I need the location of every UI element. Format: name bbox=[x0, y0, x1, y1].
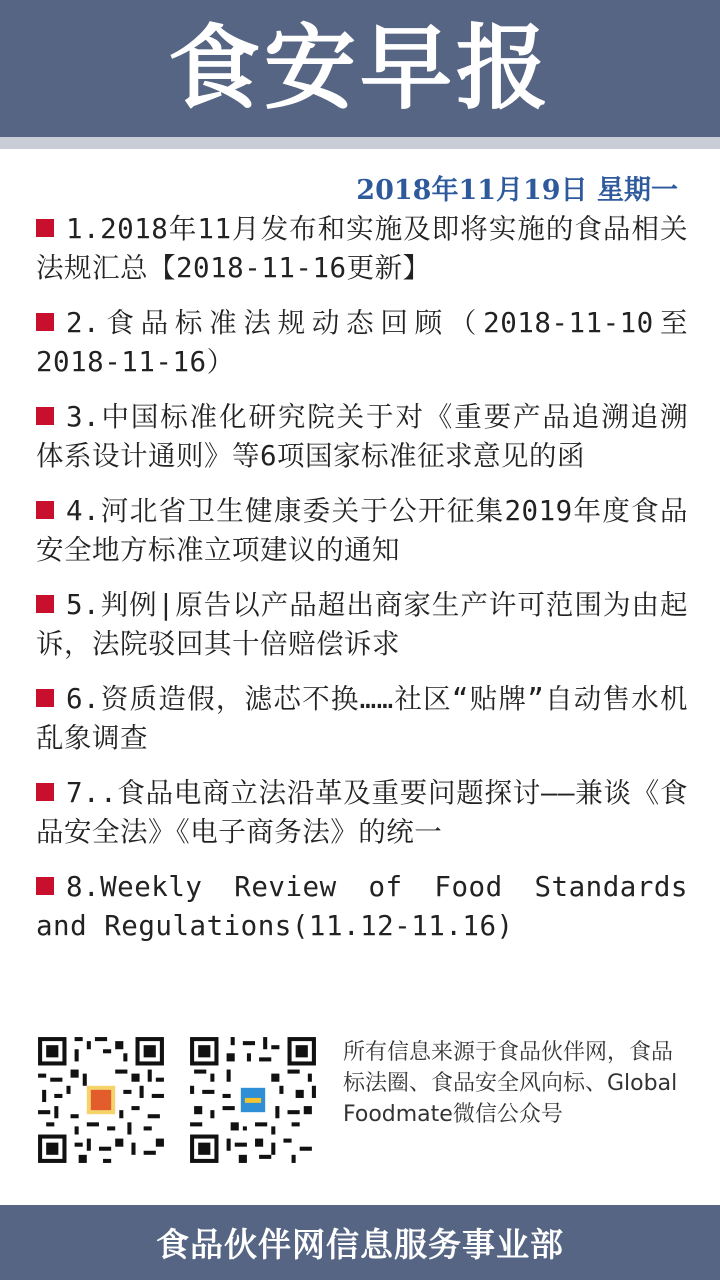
qr-code-biaofaquan[interactable] bbox=[34, 1033, 168, 1167]
news-item[interactable] bbox=[36, 492, 688, 570]
header-stripe bbox=[0, 137, 720, 149]
date-label: 2018年11月19日 星期一 bbox=[356, 175, 678, 206]
news-item[interactable] bbox=[36, 680, 688, 758]
news-item[interactable] bbox=[36, 586, 688, 664]
qr-code-foodmate[interactable] bbox=[186, 1033, 320, 1167]
source-note: 所有信息来源于食品伙伴网，食品标法圈、食品安全风向标、Global Foodmate微信公众号 bbox=[343, 1040, 678, 1127]
news-item-text: 2.食品标准法规动态回顾（2018-11-10至2018-11-16） bbox=[36, 307, 688, 378]
news-item-text: 6.资质造假，滤芯不换……社区“贴牌”自动售水机乱象调查 bbox=[36, 683, 688, 754]
footer-title: 食品伙伴网信息服务事业部 bbox=[156, 1225, 564, 1264]
bullet-icon bbox=[36, 501, 54, 519]
news-item[interactable] bbox=[36, 868, 688, 946]
qr-code-icon bbox=[34, 1033, 168, 1167]
news-item[interactable] bbox=[36, 210, 688, 288]
footer-info bbox=[0, 1025, 720, 1185]
news-item-text: 5.判例|原告以产品超出商家生产许可范围为由起诉，法院驳回其十倍赔偿诉求 bbox=[36, 589, 688, 660]
footer-banner bbox=[0, 1205, 720, 1280]
header-banner bbox=[0, 0, 720, 137]
bullet-icon bbox=[36, 783, 54, 801]
bullet-icon bbox=[36, 689, 54, 707]
bullet-icon bbox=[36, 219, 54, 237]
news-item[interactable] bbox=[36, 398, 688, 476]
news-item-text: 8.Weekly Review of Food Standards and Regulations(11.12-11.16) bbox=[36, 871, 688, 942]
news-list bbox=[36, 210, 688, 962]
bullet-icon bbox=[36, 407, 54, 425]
news-item-text: 7..食品电商立法沿革及重要问题探讨——兼谈《食品安全法》《电子商务法》的统一 bbox=[36, 777, 688, 848]
news-item[interactable] bbox=[36, 304, 688, 382]
news-item[interactable] bbox=[36, 774, 688, 852]
bullet-icon bbox=[36, 313, 54, 331]
bullet-icon bbox=[36, 877, 54, 895]
news-item-text: 1.2018年11月发布和实施及即将实施的食品相关法规汇总【2018-11-16更新】 bbox=[36, 213, 688, 284]
news-item-text: 3.中国标准化研究院关于对《重要产品追溯追溯体系设计通则》等6项国家标准征求意见的函 bbox=[36, 401, 688, 472]
news-item-text: 4.河北省卫生健康委关于公开征集2019年度食品安全地方标准立项建议的通知 bbox=[36, 495, 688, 566]
page-title: 食安早报 bbox=[167, 14, 552, 122]
qr-code-icon bbox=[186, 1033, 320, 1167]
bullet-icon bbox=[36, 595, 54, 613]
